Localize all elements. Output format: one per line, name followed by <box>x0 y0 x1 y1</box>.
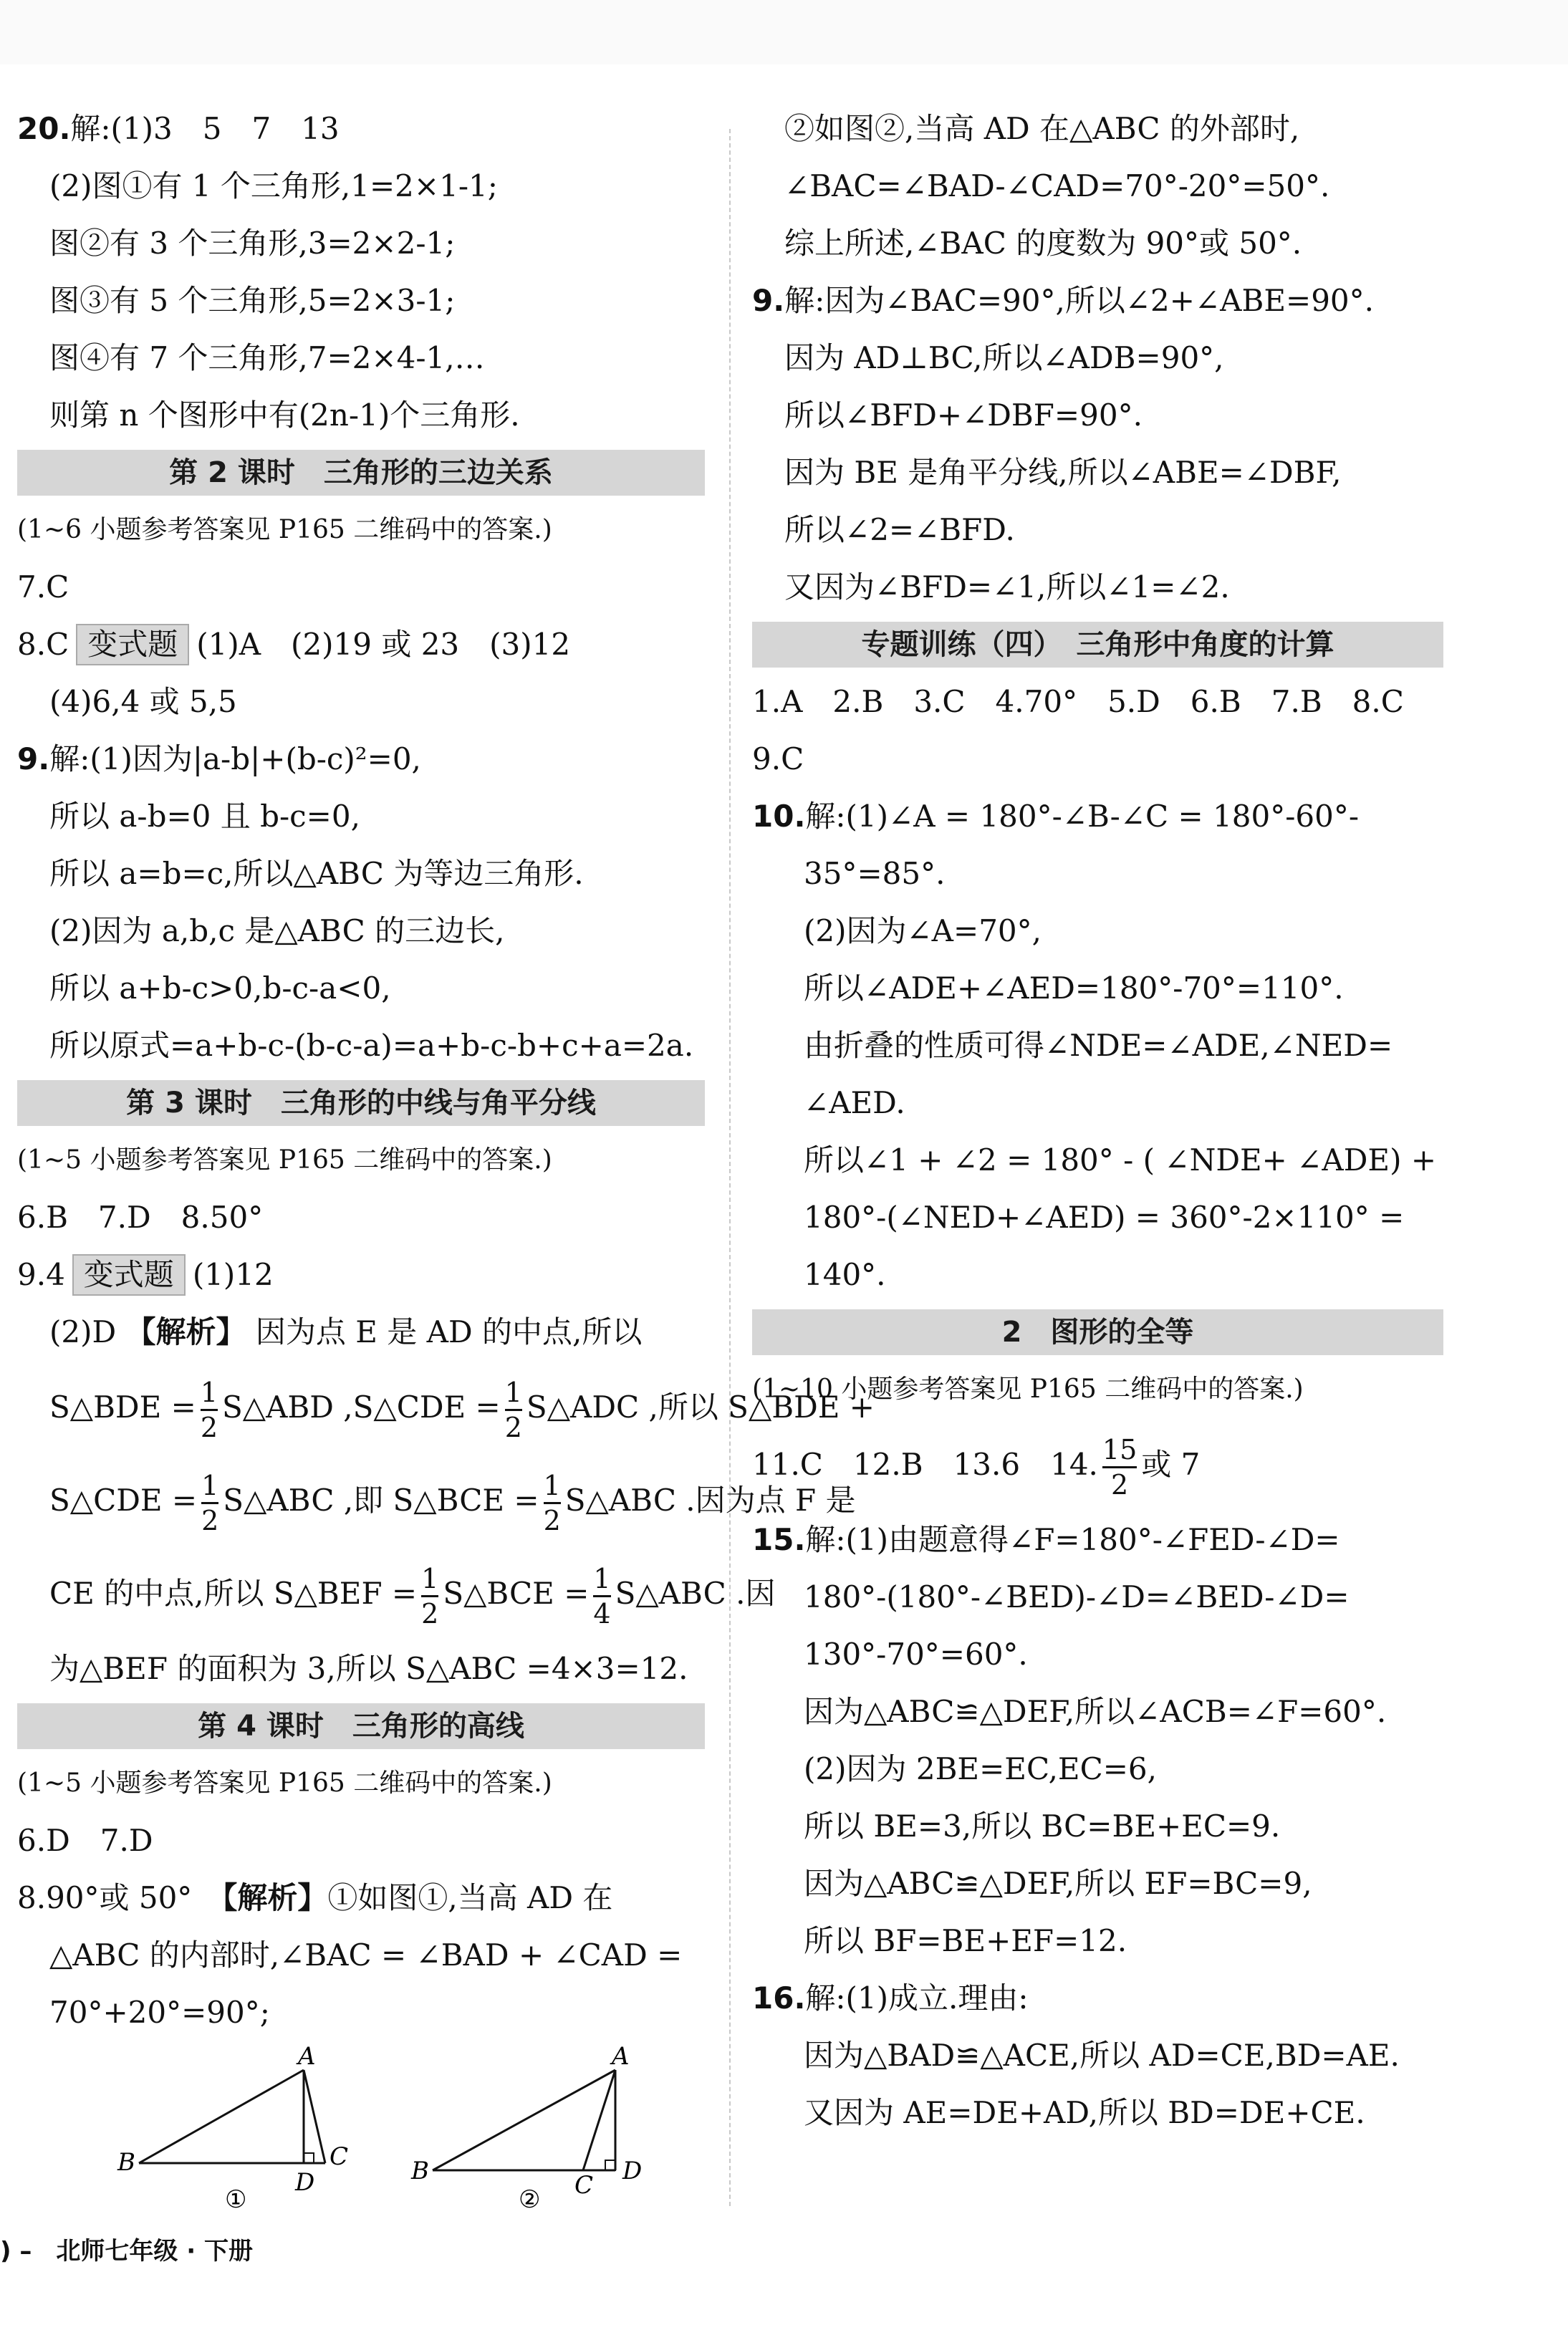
answer-line: 因为△BAD≌△ACE,所以 AD=CE,BD=AE. <box>804 2038 1400 2073</box>
answer-text: 解:(1)3 5 7 13 <box>70 111 340 146</box>
answer-line: 由折叠的性质可得∠NDE=∠ADE,∠NED= <box>804 1028 1393 1063</box>
qr-note: (1~5 小题参考答案见 P165 二维码中的答案.) <box>17 1768 552 1798</box>
fraction <box>201 1469 218 1537</box>
vertex-label: A <box>298 2042 316 2071</box>
figure-2 <box>410 2042 642 2214</box>
answer-text: 因为点 E 是 AD 的中点,所以 <box>255 1314 643 1349</box>
answer-text: 解:(1)∠A = 180°-∠B-∠C = 180°-60°- <box>805 799 1360 834</box>
question-number: 16. <box>752 1980 806 2016</box>
answer-line: 又因为 AE=DE+AD,所以 BD=DE+CE. <box>804 2095 1365 2130</box>
section-title: 第 4 课时 三角形的高线 <box>17 1703 705 1749</box>
figure-label: ② <box>519 2185 541 2214</box>
figure-label: ① <box>225 2185 247 2214</box>
question-number: 10. <box>752 799 806 834</box>
answer-text: 11.C 12.B 13.6 14. <box>752 1447 1098 1482</box>
answer-line: 所以 BE=3,所以 BC=BE+EC=9. <box>804 1809 1281 1844</box>
fraction <box>201 1376 218 1444</box>
formula-line <box>17 1361 875 1454</box>
page-footer: ) – 北师七年级 · 下册 <box>0 2237 253 2266</box>
fraction <box>544 1469 561 1537</box>
answer-line: 因为△ABC≌△DEF,所以 EF=BC=9, <box>804 1866 1312 1901</box>
denominator: 2 <box>421 1595 438 1630</box>
qr-note: (1~6 小题参考答案见 P165 二维码中的答案.) <box>17 515 552 544</box>
answer-line <box>752 788 1443 845</box>
answer-line: 所以∠BFD+∠DBF=90°. <box>784 398 1143 433</box>
vertex-label: B <box>117 2148 135 2177</box>
answer-text: (1)12 <box>192 1257 274 1292</box>
answer-line: 180°-(180°-∠BED)-∠D=∠BED-∠D= <box>804 1579 1350 1614</box>
answer-line: 6.B 7.D 8.50° <box>17 1200 264 1235</box>
q20-line2: (2)图①有 1 个三角形,1=2×1-1; <box>49 168 498 203</box>
answer-line: (2)因为∠A=70°, <box>804 913 1042 948</box>
numerator: 1 <box>201 1469 219 1501</box>
vertex-label: C <box>330 2142 349 2171</box>
answer-line <box>17 731 705 788</box>
denominator: 2 <box>505 1409 522 1444</box>
answer-line: ∠AED. <box>804 1085 905 1120</box>
formula-text: S△CDE = <box>49 1483 198 1518</box>
fraction <box>421 1562 438 1630</box>
answer-line: 1.A 2.B 3.C 4.70° 5.D 6.B 7.B 8.C <box>752 684 1404 719</box>
fraction <box>505 1376 522 1444</box>
answer-line: 所以原式=a+b-c-(b-c-a)=a+b-c-b+c+a=2a. <box>49 1028 694 1063</box>
vertex-label: D <box>295 2168 315 2197</box>
answer-line: 所以∠ADE+∠AED=180°-70°=110°. <box>804 971 1344 1006</box>
analysis-keyword: 【解析】 <box>222 1880 328 1915</box>
fraction <box>593 1562 610 1630</box>
answer-line: 所以 a+b-c>0,b-c-a<0, <box>49 971 391 1006</box>
denominator: 4 <box>593 1595 610 1630</box>
answer-line: 为△BEF 的面积为 3,所以 S△ABC =4×3=12. <box>49 1651 688 1686</box>
formula-line <box>17 1547 776 1640</box>
answer-line: 因为 AD⊥BC,所以∠ADB=90°, <box>784 340 1224 375</box>
column-divider <box>729 129 731 2206</box>
answer-text: 9.4 <box>17 1257 65 1292</box>
answer-line: ∠BAC=∠BAD-∠CAD=70°-20°=50°. <box>784 168 1330 203</box>
vertex-label: C <box>574 2171 594 2200</box>
answer-line: 7.C <box>17 569 69 605</box>
numerator: 1 <box>421 1562 439 1594</box>
answer-line: 又因为∠BFD=∠1,所以∠1=∠2. <box>784 569 1230 605</box>
numerator: 1 <box>593 1562 611 1594</box>
answer-text: 或 7 <box>1141 1447 1201 1482</box>
answer-text: (1)A (2)19 或 23 (3)12 <box>196 627 571 662</box>
answer-line: (4)6,4 或 5,5 <box>49 684 237 719</box>
answer-line: (2)因为 2BE=EC,EC=6, <box>804 1751 1157 1786</box>
section-title: 专题训练（四） 三角形中角度的计算 <box>752 622 1443 668</box>
answer-text: 解:因为∠BAC=90°,所以∠2+∠ABE=90°. <box>784 283 1374 318</box>
numerator: 1 <box>200 1376 218 1408</box>
answer-text: 8.C <box>17 627 69 662</box>
numerator: 1 <box>504 1376 522 1408</box>
denominator: 2 <box>201 1502 218 1537</box>
answer-line: ②如图②,当高 AD 在△ABC 的外部时, <box>784 111 1300 146</box>
q20-line4: 图③有 5 个三角形,5=2×3-1; <box>49 283 456 318</box>
formula-text: S△ABD ,S△CDE = <box>222 1390 501 1425</box>
numerator: 1 <box>543 1469 561 1501</box>
formula-text: CE 的中点,所以 S△BEF = <box>49 1576 418 1611</box>
answer-text: 8.90°或 50° <box>17 1880 193 1915</box>
answer-line: 70°+20°=90°; <box>49 1995 270 2030</box>
formula-text: S△ABC .因 <box>615 1576 776 1611</box>
formula-text: S△BCE = <box>443 1576 590 1611</box>
answer-line: 所以∠2=∠BFD. <box>784 512 1015 547</box>
answer-line <box>17 1246 705 1304</box>
formula-text: S△ABC ,即 S△BCE = <box>223 1483 539 1518</box>
formula-text: S△ABC .因为点 F 是 <box>564 1483 856 1518</box>
section-title: 第 2 课时 三角形的三边关系 <box>17 450 705 496</box>
figure-1 <box>117 2042 348 2214</box>
answer-line <box>17 1304 705 1361</box>
variant-tag: 变式题 <box>76 624 189 665</box>
answer-line: (2)因为 a,b,c 是△ABC 的三边长, <box>49 913 505 948</box>
vertex-label: D <box>622 2157 643 2185</box>
answer-line: 9.C <box>752 741 804 776</box>
answer-line: 所以 BF=BE+EF=12. <box>804 1923 1127 1958</box>
answer-line: 因为 BE 是角平分线,所以∠ABE=∠DBF, <box>784 455 1342 490</box>
question-number: 15. <box>752 1522 806 1557</box>
fraction <box>1102 1433 1137 1501</box>
answer-text: ①如图①,当高 AD 在 <box>327 1880 613 1915</box>
q20-line5: 图④有 7 个三角形,7=2×4-1,… <box>49 340 485 375</box>
answer-text: 解:(1)因为|a-b|+(b-c)²=0, <box>49 741 421 776</box>
answer-line <box>17 616 705 673</box>
numerator: 15 <box>1102 1433 1137 1465</box>
answer-line: 35°=85°. <box>804 856 946 891</box>
answer-line <box>752 1418 1443 1511</box>
variant-tag: 变式题 <box>72 1254 186 1296</box>
answer-line: 180°-(∠NED+∠AED) = 360°-2×110° = <box>804 1200 1405 1235</box>
triangle-figures <box>17 2041 705 2213</box>
formula-text: S△ADC ,所以 S△BDE + <box>526 1390 875 1425</box>
answer-line: 因为△ABC≌△DEF,所以∠ACB=∠F=60°. <box>804 1694 1387 1729</box>
answer-line <box>752 1970 1443 2027</box>
answer-line: 所以 a-b=0 且 b-c=0, <box>49 799 360 834</box>
vertex-label: B <box>411 2157 429 2185</box>
vertex-label: A <box>612 2042 630 2071</box>
question-number: 9. <box>17 741 50 776</box>
answer-line: △ABC 的内部时,∠BAC = ∠BAD + ∠CAD = <box>49 1937 683 1973</box>
answer-text: (2)D <box>49 1314 117 1349</box>
answer-text: 解:(1)由题意得∠F=180°-∠FED-∠D= <box>805 1522 1340 1557</box>
answer-line: 所以∠1 + ∠2 = 180° - ( ∠NDE+ ∠ADE) + <box>804 1142 1437 1178</box>
answer-line <box>752 272 1443 329</box>
denominator: 2 <box>1102 1466 1137 1501</box>
q20-line1 <box>17 100 705 158</box>
answer-text: 解:(1)成立.理由: <box>805 1980 1029 2016</box>
answer-line: 所以 a=b=c,所以△ABC 为等边三角形. <box>49 856 584 891</box>
qr-note: (1~10 小题参考答案见 P165 二维码中的答案.) <box>752 1375 1304 1404</box>
answer-line: 6.D 7.D <box>17 1823 153 1858</box>
top-margin <box>0 0 1568 64</box>
answer-line: 130°-70°=60°. <box>804 1637 1028 1672</box>
triangle-figures-svg <box>17 2041 705 2213</box>
denominator: 2 <box>544 1502 561 1537</box>
question-number: 20. <box>17 111 71 146</box>
analysis-keyword: 【解析】 <box>125 1314 246 1349</box>
answer-line: 140°. <box>804 1257 886 1292</box>
right-column <box>752 100 1443 2142</box>
section-title: 2 图形的全等 <box>752 1309 1443 1355</box>
answer-line: 综上所述,∠BAC 的度数为 90°或 50°. <box>784 226 1302 261</box>
answer-line <box>752 1511 1443 1569</box>
formula-text: S△BDE = <box>49 1390 196 1425</box>
denominator: 2 <box>201 1409 218 1444</box>
q20-line6: 则第 n 个图形中有(2n-1)个三角形. <box>49 398 520 433</box>
answer-line <box>17 1869 705 1927</box>
qr-note: (1~5 小题参考答案见 P165 二维码中的答案.) <box>17 1145 552 1175</box>
question-number: 9. <box>752 283 785 318</box>
section-title: 第 3 课时 三角形的中线与角平分线 <box>17 1080 705 1126</box>
q20-line3: 图②有 3 个三角形,3=2×2-1; <box>49 226 456 261</box>
